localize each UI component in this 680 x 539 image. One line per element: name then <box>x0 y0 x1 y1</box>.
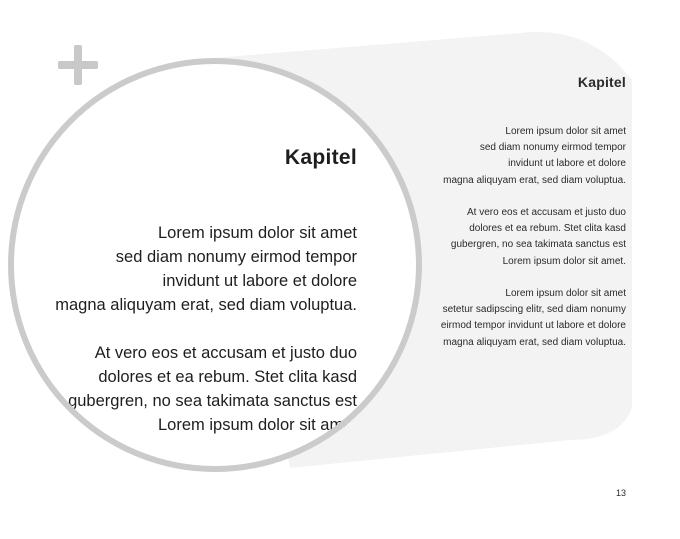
magnifier-lens-icon <box>8 58 422 472</box>
lens-title: Kapitel <box>284 146 357 169</box>
lens-paragraph-2 <box>68 341 357 437</box>
page-line: sed diam nonumy eirmod tempor <box>479 142 626 154</box>
lens-paragraph-1 <box>55 221 357 317</box>
page-line: eirmod tempor invidunt ut labore et dolore <box>440 320 626 332</box>
lens-line: gubergren, no sea takimata sanctus est <box>68 392 357 410</box>
page-paragraph-2 <box>451 205 626 270</box>
page-paragraph-1 <box>443 124 626 189</box>
lens-line: sed diam nonumy eirmod tempor <box>115 248 357 266</box>
page-line: invidunt ut labore et dolore <box>508 158 626 170</box>
page-line: setetur sadipscing elitr, sed diam nonumy <box>442 304 626 316</box>
lens-line: dolores et ea rebum. Stet clita kasd <box>98 368 357 386</box>
lens-line: At vero eos et accusam et justo duo <box>94 344 357 362</box>
page-line: At vero eos et accusam et justo duo <box>467 207 626 218</box>
page-line: magna aliquyam erat, sed diam voluptua. <box>443 336 626 348</box>
lens-line: Lorem ipsum dolor sit amet <box>158 224 357 242</box>
lens-content <box>8 58 422 472</box>
lens-line: magna aliquyam erat, sed diam voluptua. <box>55 296 357 314</box>
page-number: 13 <box>615 488 626 498</box>
page-title: Kapitel <box>577 74 626 90</box>
page-line: magna aliquyam erat, sed diam voluptua. <box>443 174 626 186</box>
page-line: dolores et ea rebum. Stet clita kasd <box>469 223 626 235</box>
page-line: Lorem ipsum dolor sit amet <box>505 126 626 137</box>
page-line: gubergren, no sea takimata sanctus est <box>450 239 626 251</box>
page-line: Lorem ipsum dolor sit amet. <box>502 255 626 267</box>
page-line: Lorem ipsum dolor sit amet <box>505 288 626 299</box>
page-paragraph-3 <box>441 286 626 351</box>
lens-line: Lorem ipsum dolor sit amet <box>158 416 357 434</box>
lens-line: invidunt ut labore et dolore <box>162 272 357 290</box>
